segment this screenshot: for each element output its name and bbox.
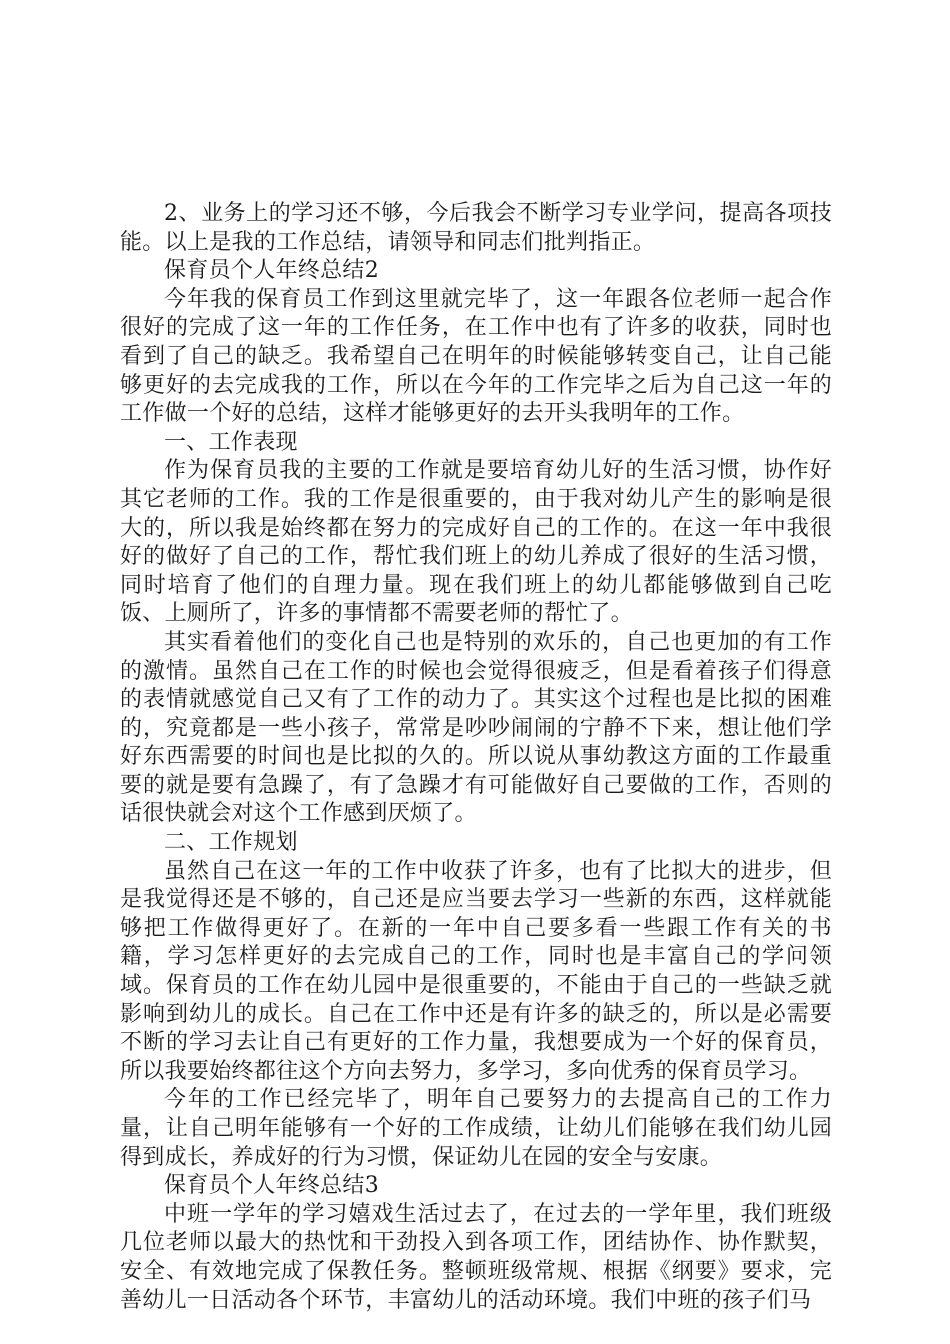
document-body <box>120 200 832 1315</box>
paragraph-1: 2、业务上的学习还不够，今后我会不断学习专业学问，提高各项技能。以上是我的工作总结，请领导和同志们批判指正。 <box>120 201 832 255</box>
paragraph-2: 今年我的保育员工作到这里就完毕了，这一年跟各位老师一起合作很好的完成了这一年的工作任务，在工作中也有了许多的收获，同时也看到了自己的缺乏。我希望自己在明年的时候能够转变自己，让自己能够更好的去完成我的工作，所以在今年的工作完毕之后为自己这一年的工作做一个好的总结，这样才能够更好的去开头我明年的工作。 <box>120 286 832 427</box>
section-heading-summary-3: 保育员个人年终总结3 <box>164 1173 379 1199</box>
paragraph-3: 作为保育员我的主要的工作就是要培育幼儿好的生活习惯，协作好其它老师的工作。我的工作是很重要的，由于我对幼儿产生的影响是很大的，所以我是始终都在努力的完成好自己的工作的。在这一年中我很好的做好了自己的工作，帮忙我们班上的幼儿养成了很好的生活习惯，同时培育了他们的自理力量。现在我们班上的幼儿都能够做到自己吃饭、上厕所了，许多的事情都不需要老师的帮忙了。 <box>120 458 832 627</box>
paragraph-7: 中班一学年的学习嬉戏生活过去了，在过去的一学年里，我们班级几位老师以最大的热忱和干劲投入到各项工作，团结协作、协作默契，安全、有效地完成了保教任务。整顿班级常规、根据《纲要》要求，完善幼儿一日活动各个环节，丰富幼儿的活动环境。我们中班的孩子们马 <box>120 1201 832 1313</box>
paragraph-6: 今年的工作已经完毕了，明年自己要努力的去提高自己的工作力量，让自己明年能够有一个好的工作成绩，让幼儿们能够在我们幼儿园得到成长，养成好的行为习惯，保证幼儿在园的安全与安康。 <box>120 1087 832 1170</box>
section-heading-summary-2: 保育员个人年终总结2 <box>164 258 379 284</box>
paragraph-4: 其实看着他们的变化自己也是特别的欢乐的，自己也更加的有工作的激情。虽然自己在工作的时候也会觉得很疲乏，但是看着孩子们得意的表情就感觉自己又有了工作的动力了。其实这个过程也是比拟的困难的，究竟都是一些小孩子，常常是吵吵闹闹的宁静不下来，想让他们学好东西需要的时间也是比拟的久的。所以说从事幼教这方面的工作最重要的就是要有急躁了，有了急躁才有可能做好自己要做的工作，否则的话很快就会对这个工作感到厌烦了。 <box>120 629 832 827</box>
paragraph-5: 虽然自己在这一年的工作中收获了许多，也有了比拟大的进步，但是我觉得还是不够的，自己还是应当要去学习一些新的东西，这样就能够把工作做得更好了。在新的一年中自己要多看一些跟工作有关的书籍，学习怎样更好的去完成自己的工作，同时也是丰富自己的学问领域。保育员的工作在幼儿园中是很重要的，不能由于自己的一些缺乏就影响到幼儿的成长。自己在工作中还是有许多的缺乏的，所以是必需要不断的学习去让自己有更好的工作力量，我想要成为一个好的保育员，所以我要始终都往这个方向去努力，多学习，多向优秀的保育员学习。 <box>120 858 832 1084</box>
section-heading-work-plan: 二、工作规划 <box>164 830 298 856</box>
section-heading-work-performance: 一、工作表现 <box>164 429 298 455</box>
